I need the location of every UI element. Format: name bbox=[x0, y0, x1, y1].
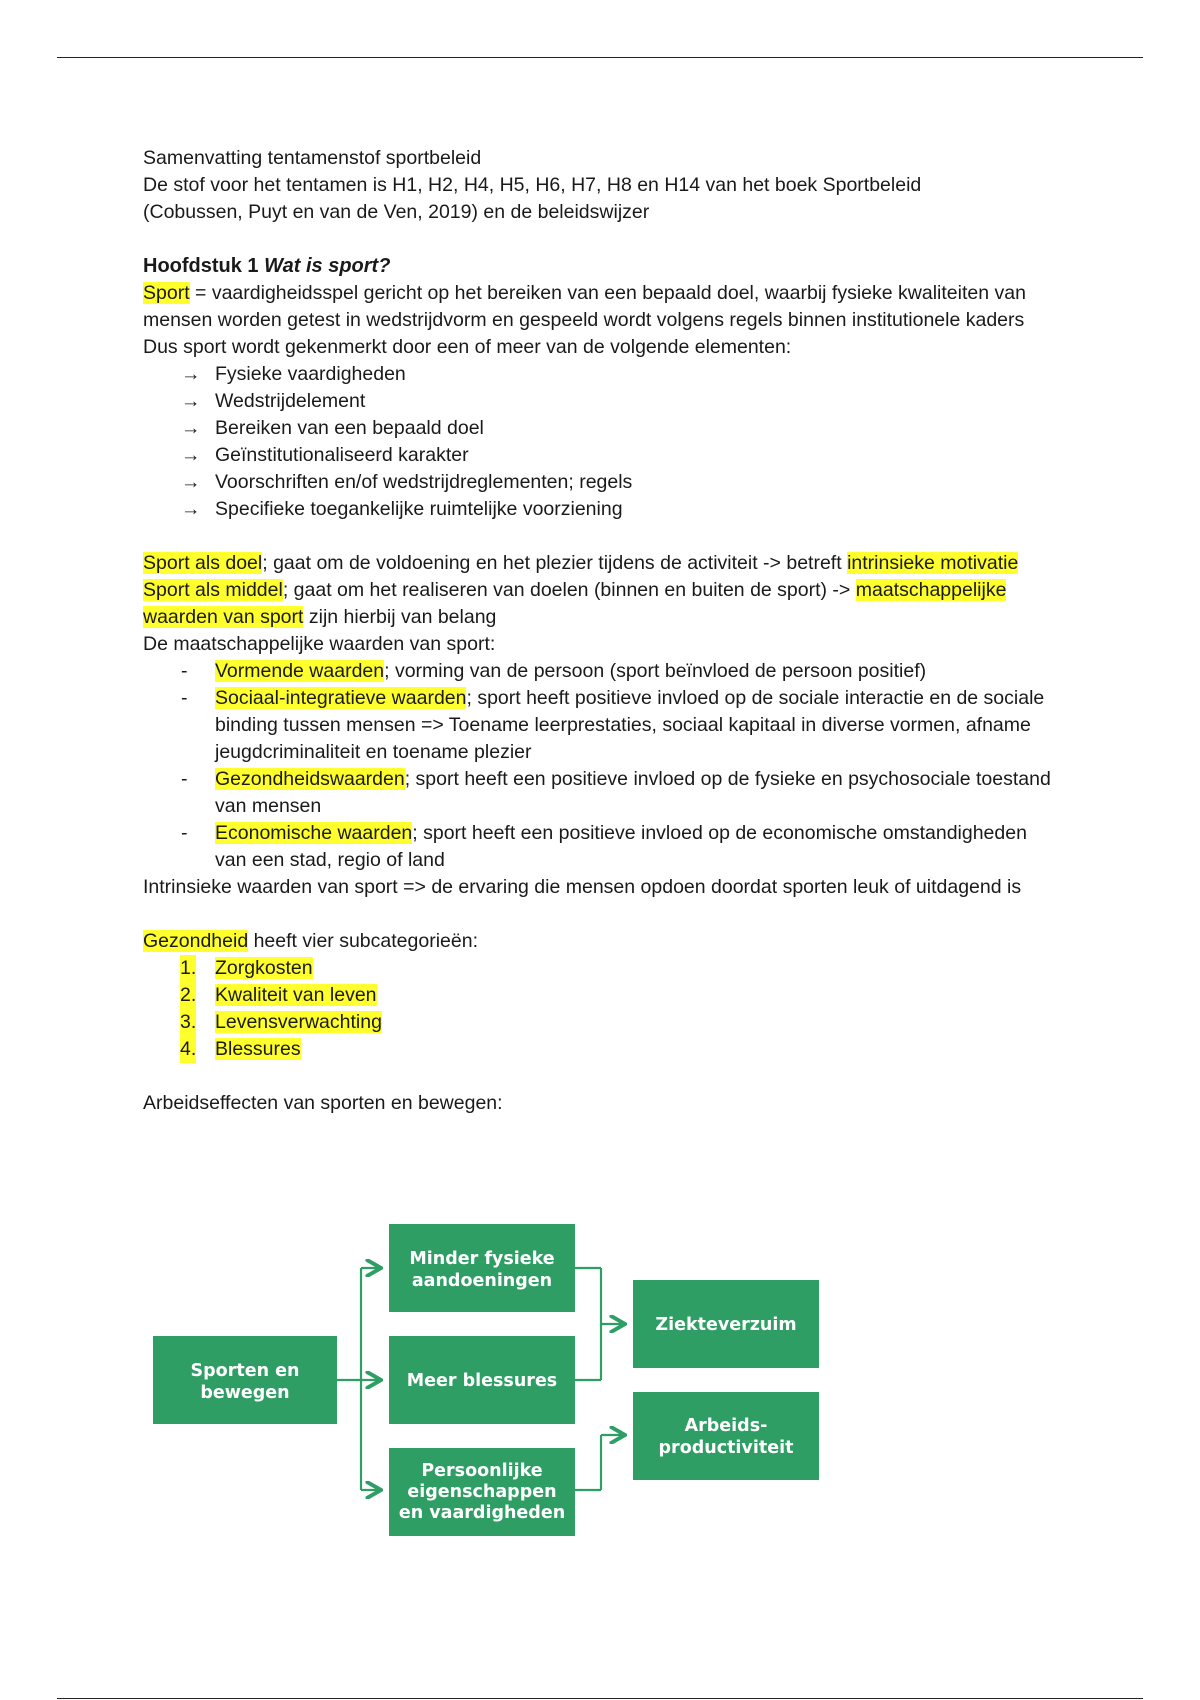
health-list bbox=[143, 955, 1063, 1063]
values-list bbox=[143, 658, 1063, 874]
arrow-icon: → bbox=[181, 444, 201, 466]
box-meer-blessures bbox=[389, 1336, 575, 1424]
list-item: → Geïnstitutionaliseerd karakter bbox=[143, 442, 1063, 469]
elements-list bbox=[143, 361, 1063, 523]
svg-text:Sporten en: Sporten en bbox=[190, 1361, 300, 1381]
list-item: - Gezondheidswaarden; sport heeft een positieve invloed op de fysieke en psychosociale toestand van mensen bbox=[181, 768, 1051, 817]
dash-marker: - bbox=[181, 822, 188, 844]
footer-rule bbox=[57, 1698, 1143, 1699]
svg-text:Persoonlijke: Persoonlijke bbox=[421, 1461, 543, 1481]
list-item: - Sociaal-integratieve waarden; sport heeft positieve invloed op de sociale interactie en de sociale binding tussen mensen => Toename leerprestaties, sociaal kapitaal in diverse vormen, afname jeugdcriminaliteit en toename plezier bbox=[181, 687, 1045, 763]
sport-definition bbox=[143, 280, 1063, 334]
chapter-title: Wat is sport? bbox=[264, 255, 391, 277]
svg-text:productiviteit: productiviteit bbox=[658, 1438, 794, 1458]
list-item: → Fysieke vaardigheden bbox=[143, 361, 1063, 388]
arrow-icon: → bbox=[181, 363, 201, 385]
health-intro: Gezondheid heeft vier subcategorieën: bbox=[143, 930, 478, 952]
list-item: - Vormende waarden; vorming van de persoon (sport beïnvloed de persoon positief) bbox=[143, 658, 1063, 685]
intrinsic-values: Intrinsieke waarden van sport => de ervaring die mensen opdoen doordat sporten leuk of uitdagend is bbox=[143, 876, 1022, 898]
box-persoonlijke-line3: en vaardigheden bbox=[398, 1503, 566, 1523]
arrow-icon: → bbox=[181, 471, 201, 493]
list-item: → Wedstrijdelement bbox=[143, 388, 1063, 415]
elements-intro: Dus sport wordt gekenmerkt door een of meer van de volgende elementen: bbox=[143, 336, 792, 358]
list-item: → Bereiken van een bepaald doel bbox=[143, 415, 1063, 442]
arbeid-intro: Arbeidseffecten van sporten en bewegen: bbox=[143, 1092, 503, 1114]
box-sporten-en-bewegen bbox=[153, 1336, 337, 1424]
doc-title: Samenvatting tentamenstof sportbeleid bbox=[143, 147, 482, 169]
arrow-icon: → bbox=[181, 498, 201, 520]
values-intro: De maatschappelijke waarden van sport: bbox=[143, 633, 496, 655]
list-item: 3. Levensverwachting bbox=[143, 1009, 1063, 1036]
dash-marker: - bbox=[181, 660, 188, 682]
arrow-icon: → bbox=[181, 417, 201, 439]
chapter-label: Hoofdstuk 1 bbox=[143, 255, 259, 277]
svg-text:aandoeningen: aandoeningen bbox=[411, 1271, 553, 1291]
dash-marker: - bbox=[181, 687, 188, 709]
arrow-icon: → bbox=[181, 390, 201, 412]
intro-line-1: De stof voor het tentamen is H1, H2, H4, H5, H6, H7, H8 en H14 van het boek Sportbeleid bbox=[143, 174, 922, 196]
list-item: 2. Kwaliteit van leven bbox=[143, 982, 1063, 1009]
list-item: - Economische waarden; sport heeft een positieve invloed op de economische omstandigheden van een stad, regio of land bbox=[181, 822, 1027, 871]
intro-line-2: (Cobussen, Puyt en van de Ven, 2019) en de beleidswijzer bbox=[143, 201, 650, 223]
box-ziekteverzuim bbox=[633, 1280, 819, 1368]
list-item: → Specifieke toegankelijke ruimtelijke voorziening bbox=[143, 496, 1063, 523]
box-minder-fysieke-aandoeningen bbox=[389, 1224, 575, 1312]
svg-text:bewegen: bewegen bbox=[200, 1383, 290, 1403]
svg-text:Minder fysieke: Minder fysieke bbox=[409, 1249, 555, 1269]
header-rule bbox=[57, 57, 1143, 58]
box-arbeidsproductiviteit bbox=[633, 1392, 819, 1480]
svg-text:Arbeids-: Arbeids- bbox=[684, 1416, 768, 1436]
sport-als-middel: Sport als middel; gaat om het realiseren van doelen (binnen en buiten de sport) -> maatschappelijke waarden van sport zijn hierbij van belang bbox=[143, 579, 1007, 628]
definition-term: Sport bbox=[143, 282, 190, 304]
definition-text: = vaardigheidsspel gericht op het bereiken van een bepaald doel, waarbij fysieke kwaliteiten van mensen worden getest in wedstrijdvorm en gespeeld wordt volgens regels binnen institutionele kaders bbox=[143, 282, 1026, 331]
svg-text:Ziekteverzuim: Ziekteverzuim bbox=[655, 1315, 797, 1335]
svg-text:eigenschappen: eigenschappen bbox=[407, 1482, 557, 1502]
sport-als-doel: Sport als doel; gaat om de voldoening en het plezier tijdens de activiteit -> betreft intrinsieke motivatie bbox=[143, 552, 1019, 574]
list-item: → Voorschriften en/of wedstrijdreglementen; regels bbox=[143, 469, 1063, 496]
list-item: 4. Blessures bbox=[143, 1036, 1063, 1063]
chapter-heading bbox=[143, 253, 1063, 280]
list-item: 1. Zorgkosten bbox=[143, 955, 1063, 982]
dash-marker: - bbox=[181, 768, 188, 790]
document-body bbox=[143, 145, 1063, 1117]
svg-text:Meer blessures: Meer blessures bbox=[406, 1371, 558, 1391]
arbeidseffecten-diagram bbox=[143, 1218, 843, 1548]
